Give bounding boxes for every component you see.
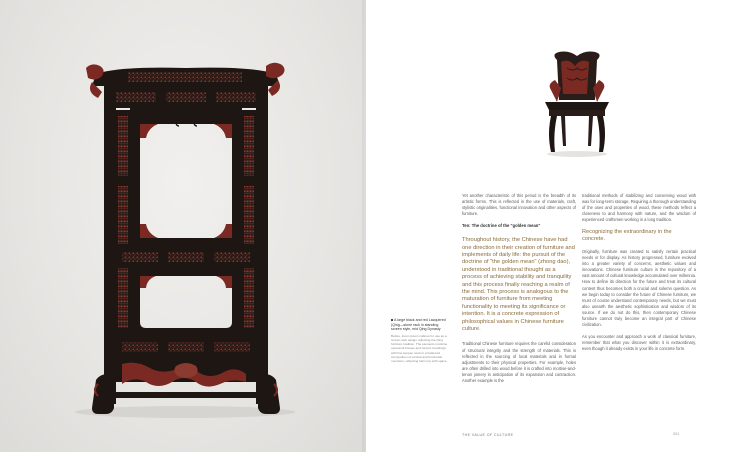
bracket-lower-tr — [216, 276, 232, 288]
left-lattice-low — [118, 268, 128, 328]
base-stretcher — [112, 392, 260, 398]
crest-end-right — [266, 63, 285, 79]
middle-panel-2 — [168, 252, 204, 262]
page-number: 001 — [673, 432, 680, 436]
paragraph: As you encounter and approach a work of classical furniture, remember that what you discover within it is extraordinary, even though it already exists in your life in concrete form. — [582, 333, 696, 351]
chair-shadow — [547, 151, 607, 157]
paragraph: traditional methods of stabilizing and conserving wood with wax for long-term storage. Requiring a thorough understanding of the uses and properties of wood, these methods reflect a closeness to and harmony with nature, and the wisdom of experienced craftsmen working in a long tradition. — [582, 193, 697, 223]
chair-leg-front-left — [549, 116, 557, 152]
lacquer-chair-photo — [537, 50, 617, 160]
chair-leg-front-right — [597, 116, 605, 152]
bracket-upper-tr — [214, 124, 232, 138]
right-lattice-low — [244, 268, 254, 328]
caption-title — [391, 318, 449, 332]
middle-panel-1 — [122, 252, 158, 262]
apron-medallion — [174, 363, 197, 378]
right-lattice-mid — [244, 186, 254, 244]
photo-caption — [391, 318, 449, 363]
frieze-panel-1 — [116, 92, 156, 102]
inner-top-rail — [130, 108, 242, 116]
caption-body: Before, lorem ipsum cabinet for use as a screen rack design reflecting the Qing furniture tradition. The elements combine openwork frames and carved mouldings with fine lacquer work in a balanced composition of vertical and horizontal members, reflecting harmony with space. — [391, 333, 448, 363]
frieze-panel-2 — [166, 92, 206, 102]
chair-leg-back-right — [588, 116, 593, 146]
left-lattice-upper — [118, 116, 128, 176]
bracket-upper-bl — [140, 224, 158, 238]
lower-panel-2 — [168, 342, 204, 352]
section-subhead: Ten: The doctrine of the "golden mean" — [462, 223, 541, 229]
frieze-panel-3 — [216, 92, 256, 102]
pull-quote: Throughout history, the Chinese have had one direction in their creation of furniture and implements of daily life: the pursuit of the doctrine of "the golden mean" (zhong dao), understood in traditional thought as a process of achieving stability and tranquility and this process finally reaching a realm of the mind. This process is analogous to the maturation of furniture from meeting functionality to meeting its significance or intention. It is a concrete expression of philosophical values in Chinese furniture culture. — [462, 237, 575, 333]
paragraph: Originally, furniture was created to satisfy certain practical needs or for display. As history progressed, furniture evolved into a greater variety of concerns, aesthetic values and innovations. Chinese furniture culture is the repository of a vast amount of cultural knowledge accumulated over millennia. How to define its direction for the future and treat its cultural content thus becomes both a crucial and solemn question. As we begin today to consider the future of Chinese furniture, we must of course understand contemporary needs, but we must also unearth the aesthetic sophistication and wisdom of its source. If we do not do this, then contemporary Chinese furniture cannot truly become an integral part of Chinese civilization. — [582, 249, 696, 327]
bracket-upper-br — [214, 224, 232, 238]
text-column-1 — [462, 193, 576, 384]
lower-panel-1 — [122, 342, 158, 352]
right-post — [256, 86, 268, 404]
left-lattice-mid — [118, 186, 128, 244]
caption-bullet — [391, 319, 393, 321]
text-column-2 — [582, 193, 696, 352]
running-title: THE VALUE OF CULTURE — [462, 433, 514, 437]
paragraph: Yet another characteristic of this period is the breadth of its artistic forms. This is reflected in the use of materials, craft, stylistic originalities, functional innovation and other aspects of furniture. — [462, 193, 576, 217]
chair-leg-back-left — [561, 116, 566, 146]
section-heading: Recognizing the extraordinary in the concrete. — [582, 229, 672, 243]
chair-seat — [545, 102, 609, 110]
caption-title-text: A large black and red Lacquered (Qing—stone rack in standing screen style, mid Qing Dynasty — [391, 318, 446, 332]
right-lattice-upper — [244, 116, 254, 176]
crest-panel — [128, 72, 242, 82]
middle-panel-3 — [214, 252, 250, 262]
lower-panel-3 — [214, 342, 250, 352]
chair-apron — [549, 110, 605, 116]
upper-opening-frame — [130, 116, 242, 246]
bracket-upper-tl — [140, 124, 158, 138]
left-post — [104, 86, 116, 404]
paragraph: Traditional Chinese furniture requires the careful consideration of structural integrity and the strength of materials. This is reflected in the sourcing of local materials and in formal adjustments to their physical properties. For example, holes are often drilled into wood before it is crafted into mortise-and-tenon joinery in anticipation of its expansion and contraction. Another example is the — [462, 341, 576, 383]
bracket-lower-tl — [140, 276, 156, 288]
